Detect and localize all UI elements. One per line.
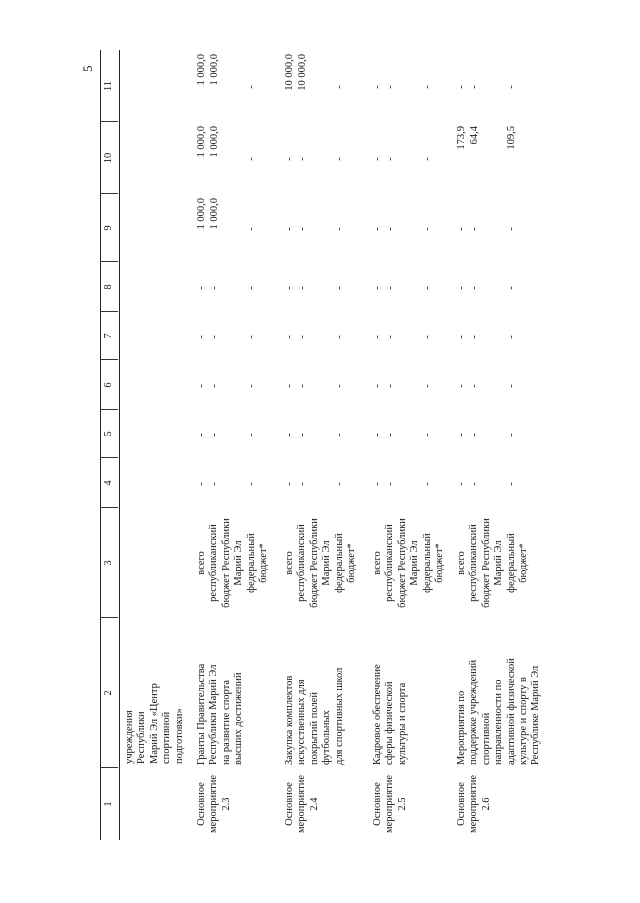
value-cell: - <box>296 335 308 339</box>
value-cell: - <box>506 335 517 339</box>
column-header-2: 2 <box>103 690 114 696</box>
text-line: Мероприятия по <box>456 690 467 765</box>
text-line: Марий Эл <box>321 540 333 586</box>
text-line: на развитие спорта <box>220 679 232 765</box>
value-cell: - <box>468 482 480 486</box>
value-cell: - <box>296 433 308 437</box>
value-cell: - <box>384 227 396 231</box>
text-line: Марий Эл <box>233 540 245 586</box>
text-line: 2.6 <box>480 797 492 811</box>
text-line: Республики <box>136 711 148 764</box>
text-line: Основное <box>372 782 383 826</box>
text-line: 2.3 <box>220 797 232 811</box>
value-cell: - <box>422 286 433 290</box>
text-line: Марий Эл <box>409 540 421 586</box>
text-line: адаптивной физической <box>505 658 517 765</box>
text-line: федеральный <box>505 533 517 593</box>
text-line: для спортивных школ <box>333 667 345 765</box>
value-cell: - <box>384 384 396 388</box>
text-line: бюджет Республики <box>480 518 492 608</box>
value-cell: 10 000,0 <box>284 54 295 91</box>
value-cell: - <box>372 335 383 339</box>
value-cell: - <box>372 384 383 388</box>
activity-name <box>456 621 543 765</box>
value-cell: - <box>456 384 467 388</box>
text-line: всего <box>284 551 295 575</box>
text-line: Республики Марий Эл <box>208 664 220 765</box>
value-cell: - <box>246 227 257 231</box>
column-header-6: 6 <box>103 382 114 388</box>
value-cell: - <box>334 227 345 231</box>
value-cell: 64,4 <box>468 126 480 145</box>
text-line: Кадровое обеспечение <box>372 664 383 765</box>
value-cell: 109,5 <box>506 126 517 150</box>
text-line: бюджет Республики <box>220 518 232 608</box>
page-number: 5 <box>80 65 95 72</box>
activity-code <box>456 771 493 837</box>
text-line: покрытий полей <box>308 692 320 765</box>
value-cell: 10 000,0 <box>296 54 308 91</box>
text-line: федеральный <box>245 533 257 593</box>
value-cell: - <box>456 286 467 290</box>
column-header-7: 7 <box>103 333 114 339</box>
value-cell: - <box>506 286 517 290</box>
value-cell: - <box>208 433 220 437</box>
column-header-5: 5 <box>103 431 114 437</box>
column-header-10: 10 <box>103 152 114 164</box>
text-line: культуры и спорта <box>396 682 408 765</box>
text-line: республиканский <box>384 524 396 602</box>
text-line: бюджет* <box>517 543 529 583</box>
text-line: учреждения <box>124 710 135 764</box>
text-line: Гранты Правительства <box>196 663 207 765</box>
text-line: культуре и спорту в <box>517 677 529 765</box>
value-cell: - <box>468 335 480 339</box>
text-line: Основное <box>196 782 207 826</box>
text-line: бюджет* <box>345 543 357 583</box>
text-line: бюджет Республики <box>308 518 320 608</box>
value-cell: - <box>384 482 396 486</box>
value-cell: - <box>284 433 295 437</box>
funding-source <box>456 511 530 615</box>
value-cell: 1 000,0 <box>208 126 220 158</box>
text-line: Закупка комплектов <box>284 675 295 765</box>
value-cell: - <box>196 482 207 486</box>
value-cell: - <box>456 482 467 486</box>
value-cell: - <box>384 85 396 89</box>
value-cell: - <box>284 286 295 290</box>
value-cell: - <box>334 384 345 388</box>
value-cell: - <box>208 384 220 388</box>
value-cell: - <box>456 335 467 339</box>
value-cell: 1 000,0 <box>208 54 220 86</box>
text-line: Республике Марий Эл <box>530 665 542 765</box>
value-cell: - <box>384 286 396 290</box>
value-cell: - <box>246 384 257 388</box>
continuation-text <box>124 622 186 764</box>
activity-name <box>196 621 246 765</box>
value-cell: - <box>196 433 207 437</box>
value-cell: - <box>422 384 433 388</box>
text-line: Основное <box>284 782 295 826</box>
text-line: высших достижений <box>233 672 245 765</box>
value-cell: - <box>422 482 433 486</box>
value-cell: - <box>456 433 467 437</box>
value-cell: - <box>334 482 345 486</box>
value-cell: - <box>296 227 308 231</box>
value-cell: - <box>468 227 480 231</box>
value-cell: - <box>246 433 257 437</box>
text-line: сферы физической <box>384 681 396 765</box>
value-cell: - <box>384 433 396 437</box>
value-cell: - <box>334 433 345 437</box>
value-cell: - <box>196 335 207 339</box>
value-cell: - <box>506 85 517 89</box>
value-cell: - <box>208 482 220 486</box>
activity-code <box>284 771 321 837</box>
value-cell: - <box>468 384 480 388</box>
value-cell: - <box>246 286 257 290</box>
text-line: республиканский <box>468 524 480 602</box>
value-cell: 1 000,0 <box>196 126 207 158</box>
value-cell: - <box>506 384 517 388</box>
column-header-1: 1 <box>103 801 114 807</box>
activity-name <box>284 621 346 765</box>
text-line: всего <box>196 551 207 575</box>
value-cell: - <box>372 286 383 290</box>
value-cell: - <box>372 157 383 161</box>
activity-name <box>372 621 409 765</box>
value-cell: - <box>506 227 517 231</box>
text-line: футбольных <box>321 710 333 765</box>
value-cell: - <box>246 85 257 89</box>
value-cell: - <box>284 157 295 161</box>
column-header-3: 3 <box>103 560 114 566</box>
budget-table <box>100 50 570 840</box>
activity-code <box>196 771 233 837</box>
text-line: направленности по <box>493 679 505 765</box>
text-line: бюджет Республики <box>396 518 408 608</box>
text-line: всего <box>456 551 467 575</box>
value-cell: - <box>196 384 207 388</box>
value-cell: - <box>296 384 308 388</box>
value-cell: - <box>208 335 220 339</box>
value-cell: - <box>384 157 396 161</box>
value-cell: - <box>372 433 383 437</box>
text-line: Марий Эл <box>493 540 505 586</box>
text-line: бюджет* <box>257 543 269 583</box>
value-cell: 1 000,0 <box>196 198 207 230</box>
value-cell: - <box>208 286 220 290</box>
text-line: Марий Эл «Центр <box>148 683 160 764</box>
text-line: 2.5 <box>396 797 408 811</box>
funding-source <box>196 511 270 615</box>
column-header-4: 4 <box>103 480 114 486</box>
value-cell: - <box>246 157 257 161</box>
value-cell: - <box>372 482 383 486</box>
value-cell: - <box>468 85 480 89</box>
activity-code <box>372 771 409 837</box>
value-cell: - <box>296 286 308 290</box>
value-cell: - <box>246 335 257 339</box>
text-line: мероприятие <box>384 775 396 833</box>
value-cell: - <box>284 335 295 339</box>
text-line: искусственных для <box>296 679 308 765</box>
text-line: федеральный <box>333 533 345 593</box>
value-cell: - <box>456 227 467 231</box>
value-cell: - <box>456 85 467 89</box>
text-line: подготовки» <box>173 708 185 764</box>
value-cell: - <box>422 433 433 437</box>
text-line: федеральный <box>421 533 433 593</box>
value-cell: 1 000,0 <box>208 198 220 230</box>
column-header-8: 8 <box>103 284 114 290</box>
value-cell: - <box>372 227 383 231</box>
text-line: бюджет* <box>433 543 445 583</box>
value-cell: - <box>196 286 207 290</box>
text-line: мероприятие <box>296 775 308 833</box>
funding-source <box>284 511 358 615</box>
value-cell: - <box>284 482 295 486</box>
text-line: спортивной <box>161 711 173 764</box>
value-cell: - <box>372 85 383 89</box>
value-cell: - <box>506 482 517 486</box>
value-cell: - <box>246 482 257 486</box>
text-line: Основное <box>456 782 467 826</box>
value-cell: - <box>468 286 480 290</box>
text-line: мероприятие <box>468 775 480 833</box>
column-header-11: 11 <box>103 80 114 92</box>
text-line: республиканский <box>296 524 308 602</box>
column-header-9: 9 <box>103 225 114 231</box>
value-cell: 173,9 <box>456 126 467 150</box>
value-cell: - <box>296 157 308 161</box>
value-cell: 1 000,0 <box>196 54 207 86</box>
value-cell: - <box>284 384 295 388</box>
value-cell: - <box>384 335 396 339</box>
text-line: спортивной <box>480 712 492 765</box>
value-cell: - <box>468 433 480 437</box>
text-line: мероприятие <box>208 775 220 833</box>
text-line: поддержке учреждений <box>468 659 480 765</box>
value-cell: - <box>284 227 295 231</box>
text-line: республиканский <box>208 524 220 602</box>
value-cell: - <box>334 335 345 339</box>
value-cell: - <box>334 157 345 161</box>
value-cell: - <box>422 227 433 231</box>
value-cell: - <box>296 482 308 486</box>
value-cell: - <box>422 157 433 161</box>
value-cell: - <box>506 433 517 437</box>
funding-source <box>372 511 446 615</box>
value-cell: - <box>334 286 345 290</box>
text-line: всего <box>372 551 383 575</box>
value-cell: - <box>334 85 345 89</box>
value-cell: - <box>422 85 433 89</box>
value-cell: - <box>422 335 433 339</box>
text-line: 2.4 <box>308 797 320 811</box>
